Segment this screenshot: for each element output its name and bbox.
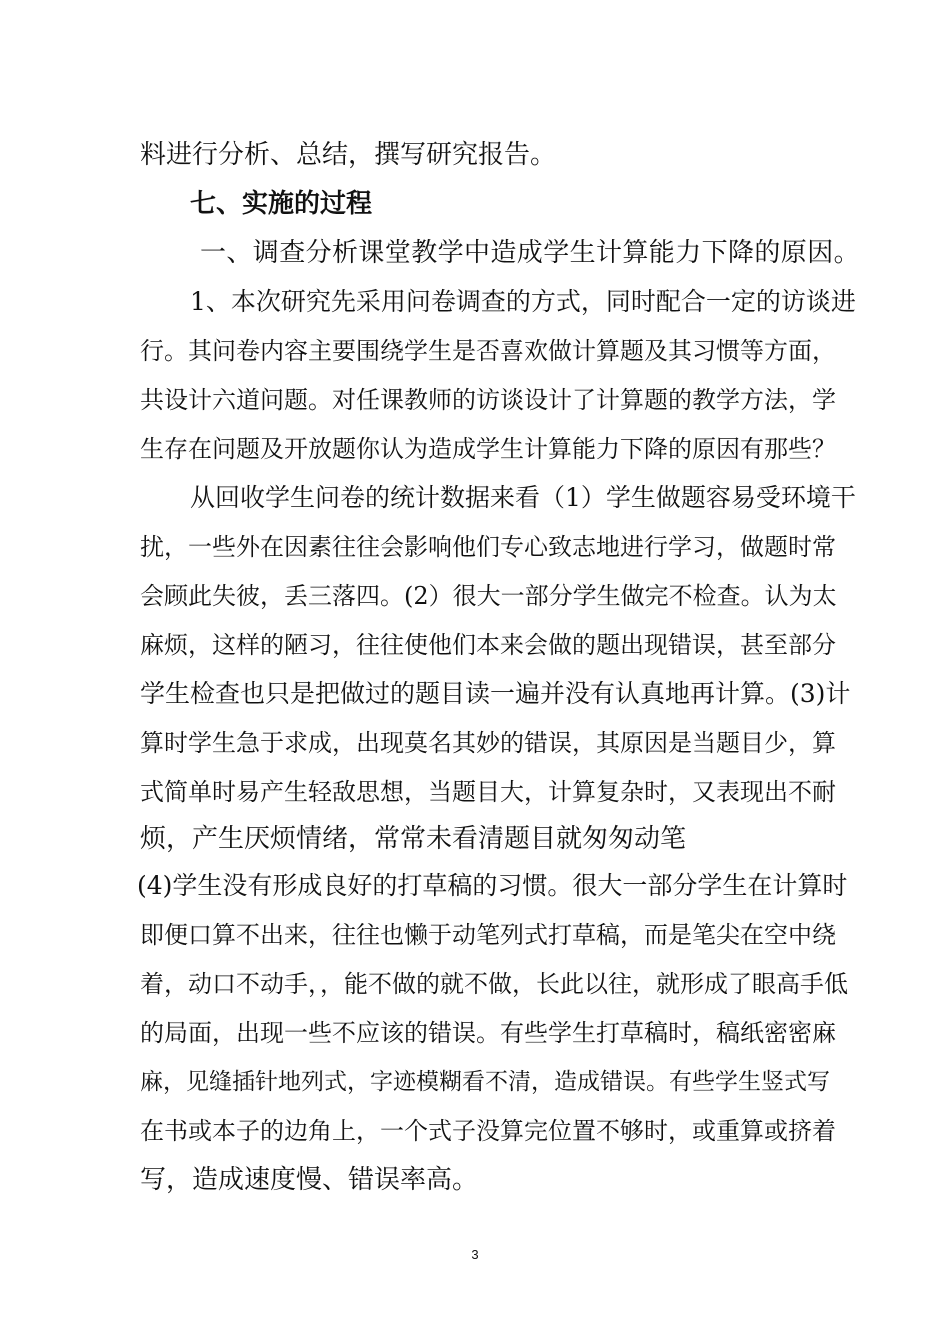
text-line-5: 行。其问卷内容主要围绕学生是否喜欢做计算题及其习惯等方面， (140, 337, 836, 365)
text-line-22: 写，造成速度慢、错误率高。 (140, 1165, 479, 1195)
text-line-20: 麻，见缝插针地列式，字迹模糊看不清，造成错误。有些学生竖式写 (140, 1069, 830, 1095)
text-line-17: 即便口算不出来，往往也懒于动笔列式打草稿，而是笔尖在空中绕 (140, 921, 836, 949)
text-line-11: 麻烦，这样的陋习，往往使他们本来会做的题出现错误，甚至部分 (140, 631, 836, 659)
subsection-heading: 一、调查分析课堂教学中造成学生计算能力下降的原因。 (200, 238, 860, 268)
text-line-8: 从回收学生问卷的统计数据来看（1）学生做题容易受环境干 (190, 483, 856, 512)
text-line-19: 的局面，出现一些不应该的错误。有些学生打草稿时，稿纸密密麻 (140, 1019, 836, 1047)
text-line-12: 学生检查也只是把做过的题目读一遍并没有认真地再计算。(3)计 (140, 679, 851, 708)
page-number: 3 (471, 1247, 479, 1262)
section-heading: 七、实施的过程 (190, 189, 373, 219)
text-line-9: 扰，一些外在因素往往会影响他们专心致志地进行学习，做题时常 (140, 533, 836, 561)
text-line-16: (4)学生没有形成良好的打草稿的习惯。很大一部分学生在计算时 (137, 871, 848, 900)
text-line-1: 料进行分析、总结，撰写研究报告。 (140, 140, 557, 170)
text-line-14: 式简单时易产生轻敌思想，当题目大，计算复杂时，又表现出不耐 (140, 778, 836, 806)
text-line-7: 生存在问题及开放题你认为造成学生计算能力下降的原因有那些？ (140, 435, 836, 463)
text-line-4: 1、本次研究先采用问卷调查的方式，同时配合一定的访谈进 (190, 287, 856, 316)
text-line-21: 在书或本子的边角上，一个式子没算完位置不够时，或重算或挤着 (140, 1117, 836, 1145)
text-line-6: 共设计六道问题。对任课教师的访谈设计了计算题的教学方法，学 (140, 386, 836, 414)
text-line-13: 算时学生急于求成，出现莫名其妙的错误，其原因是当题目少，算 (140, 729, 836, 757)
text-line-10: 会顾此失彼，丢三落四。(2）很大一部分学生做完不检查。认为太 (140, 582, 837, 610)
text-line-15: 烦，产生厌烦情绪，常常未看清题目就匆匆动笔 (140, 824, 687, 854)
text-line-18: 着，动口不动手，，能不做的就不做，长此以往，就形成了眼高手低 (140, 970, 848, 998)
